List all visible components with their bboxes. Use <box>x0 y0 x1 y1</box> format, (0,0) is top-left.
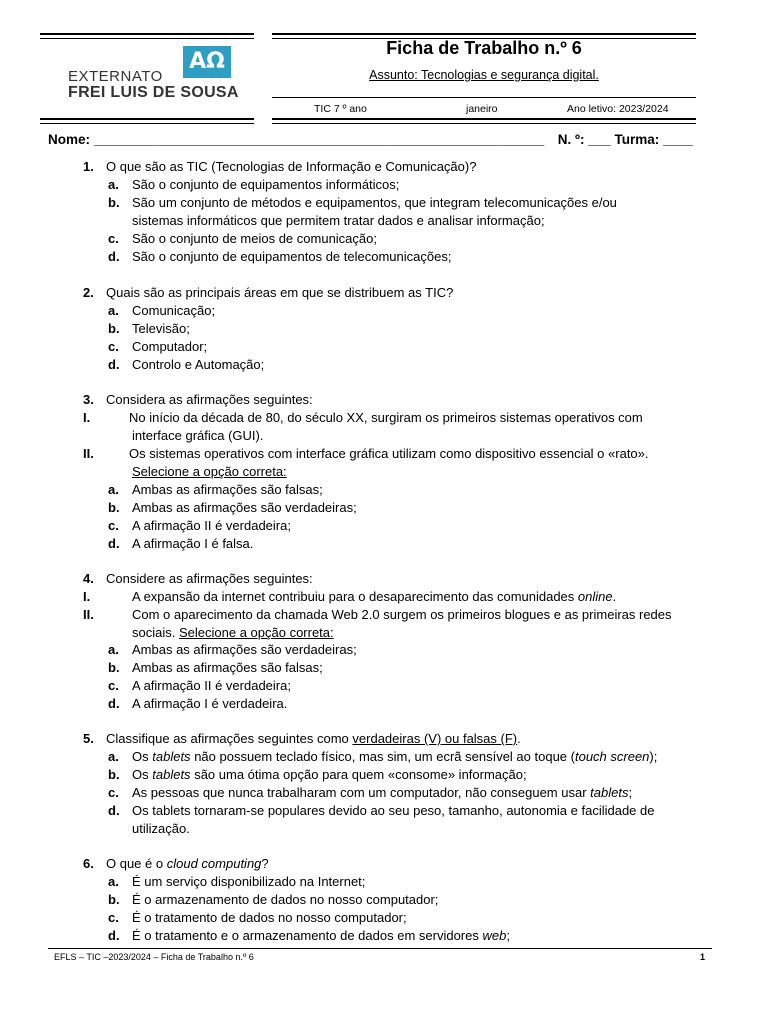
option: c. É o tratamento de dados no nosso computador; <box>108 910 407 925</box>
header-rule-bottom-right <box>272 118 696 124</box>
question-3: 3. Considera as afirmações seguintes: <box>83 392 313 407</box>
option: d. Os tablets tornaram-se populares devido ao seu peso, tamanho, autonomia e facilidade de <box>108 803 655 818</box>
option: c. A afirmação II é verdadeira; <box>108 678 291 693</box>
question-5: 5. Classifique as afirmações seguintes como verdadeiras (V) ou falsas (F). <box>83 731 521 746</box>
number-field[interactable]: N. º: ___ <box>557 132 611 147</box>
option: a. São o conjunto de equipamentos informáticos; <box>108 177 400 192</box>
school-name-line1: EXTERNATO <box>68 68 163 85</box>
statement-1: I. A expansão da internet contribuiu para o desaparecimento das comunidades online. <box>83 589 617 604</box>
page-title: Ficha de Trabalho n.º 6 <box>386 38 582 58</box>
option: b. Ambas as afirmações são falsas; <box>108 660 323 675</box>
option: a. É um serviço disponibilizado na Internet; <box>108 874 366 889</box>
option: a. Os tablets não possuem teclado físico, mas sim, um ecrã sensível ao toque (touch screen); <box>108 749 658 764</box>
option: b. Ambas as afirmações são verdadeiras; <box>108 500 357 515</box>
page-number: 1 <box>700 952 706 962</box>
header-rule-left <box>40 33 254 39</box>
header-rule-bottom-left <box>40 118 254 124</box>
question-4: 4. Considere as afirmações seguintes: <box>83 571 313 586</box>
option: d. São o conjunto de equipamentos de telecomunicações; <box>108 249 452 264</box>
meta-rule <box>272 97 696 98</box>
class-label: TIC 7 º ano <box>314 103 367 115</box>
option: b. Televisão; <box>108 321 190 336</box>
option: c. Computador; <box>108 339 208 354</box>
subject: Assunto: Tecnologias e segurança digital. <box>369 68 599 82</box>
statement-1-cont: interface gráfica (GUI). <box>132 428 264 443</box>
option: d. É o tratamento e o armazenamento de dados em servidores web; <box>108 928 510 943</box>
statement-2: II. Os sistemas operativos com interface gráfica utilizam como dispositivo essencial o «rato». <box>83 446 649 461</box>
option: a. Ambas as afirmações são falsas; <box>108 482 323 497</box>
option: sistemas informáticos que permitem tratar dados e analisar informação; <box>132 213 545 228</box>
question-6: 6. O que é o cloud computing? <box>83 856 269 871</box>
option: d. Controlo e Automação; <box>108 357 265 372</box>
option: b. São um conjunto de métodos e equipamentos, que integram telecomunicações e/ou <box>108 195 617 210</box>
select-instruction: Selecione a opção correta: <box>132 464 287 479</box>
statement-2: II. Com o aparecimento da chamada Web 2.0 surgem os primeiros blogues e as primeiras redes <box>83 607 672 622</box>
option: c. São o conjunto de meios de comunicação; <box>108 231 377 246</box>
month-label: janeiro <box>466 103 498 115</box>
question-1: 1. O que são as TIC (Tecnologias de Informação e Comunicação)? <box>83 159 477 174</box>
name-field[interactable]: Nome: ____________________________________________________________ <box>48 132 545 147</box>
option: c. As pessoas que nunca trabalharam com um computador, não conseguem usar tablets; <box>108 785 633 800</box>
class-field[interactable]: Turma: ____ <box>614 132 694 147</box>
option-cont: utilização. <box>132 821 190 836</box>
statement-2-cont: sociais. Selecione a opção correta: <box>132 625 334 640</box>
option: b. Os tablets são uma ótima opção para quem «consome» informação; <box>108 767 527 782</box>
option: b. É o armazenamento de dados no nosso computador; <box>108 892 439 907</box>
footer-text: EFLS – TIC –2023/2024 – Ficha de Trabalho n.º 6 <box>54 952 254 962</box>
footer-rule <box>48 948 712 949</box>
statement-1: I. No início da década de 80, do século XX, surgiram os primeiros sistemas operativos com <box>83 410 643 425</box>
option: d. A afirmação I é verdadeira. <box>108 696 288 711</box>
year-label: Ano letivo: 2023/2024 <box>567 103 669 115</box>
option: a. Comunicação; <box>108 303 216 318</box>
question-2: 2. Quais são as principais áreas em que se distribuem as TIC? <box>83 285 454 300</box>
school-name-line2: FREI LUIS DE SOUSA <box>68 84 239 101</box>
option: d. A afirmação I é falsa. <box>108 536 254 551</box>
student-info <box>48 132 693 147</box>
school-logo-mark: AΩ <box>183 46 231 78</box>
option: c. A afirmação II é verdadeira; <box>108 518 291 533</box>
option: a. Ambas as afirmações são verdadeiras; <box>108 642 357 657</box>
